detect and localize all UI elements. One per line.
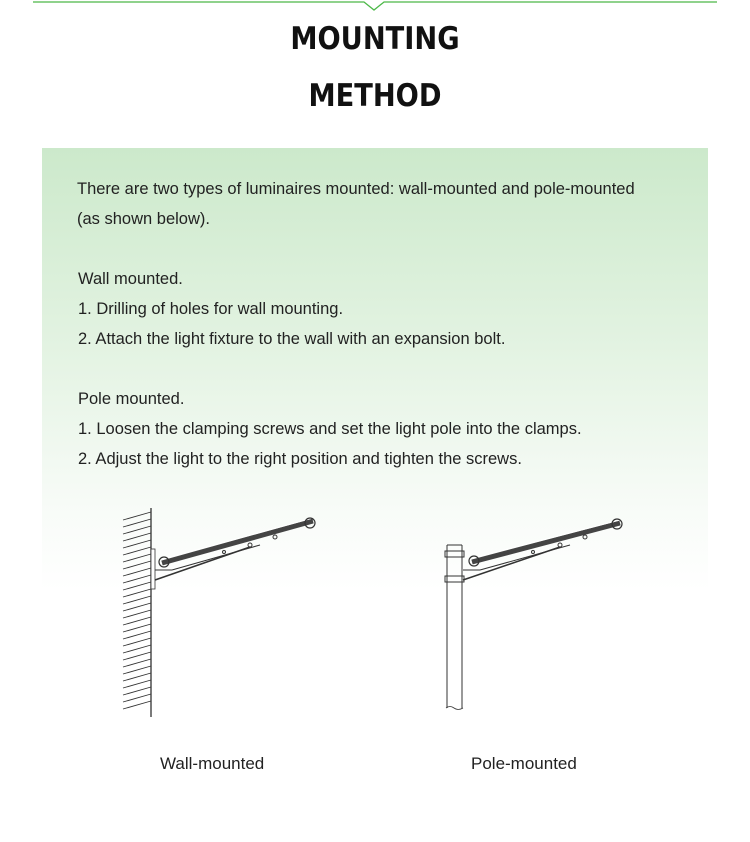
wall-hatch-line (123, 554, 151, 562)
wall-hatch-line (123, 526, 151, 534)
wall-hatch-line (123, 659, 151, 667)
wall-hatch-line (123, 687, 151, 695)
wall-mounted-illustration (123, 508, 315, 717)
pole-mounted-caption: Pole-mounted (471, 754, 577, 773)
pole-step: 1. Loosen the clamping screws and set the light pole into the clamps. (78, 420, 582, 438)
wall-hatch-line (123, 694, 151, 702)
pole-heading: Pole mounted. (78, 390, 185, 408)
wall-hatch-line (123, 652, 151, 660)
wall-hatch-line (123, 561, 151, 569)
wall-hatch-line (123, 575, 151, 583)
wall-hatch-line (123, 680, 151, 688)
wall-hatch-line (123, 638, 151, 646)
wall-hatch-line (123, 617, 151, 625)
wall-hatch-line (123, 673, 151, 681)
pole-step: 2. Adjust the light to the right position and tighten the screws. (78, 450, 522, 468)
wall-hatch-line (123, 624, 151, 632)
wall-hatch-line (123, 645, 151, 653)
intro-line: (as shown below). (77, 210, 210, 228)
wall-hatch-line (123, 589, 151, 597)
wall-hatch-line (123, 533, 151, 541)
wall-hatch-line (123, 631, 151, 639)
page-title-line2: METHOD (308, 78, 442, 114)
wall-step: 2. Attach the light fixture to the wall with an expansion bolt. (78, 330, 506, 348)
wall-hatch-line (123, 512, 151, 520)
wall-hatch-line (123, 519, 151, 527)
wall-hatch-line (123, 610, 151, 618)
wall-hatch-line (123, 547, 151, 555)
wall-mounted-caption: Wall-mounted (160, 754, 265, 773)
page-title-line1: MOUNTING (290, 21, 460, 57)
wall-step: 1. Drilling of holes for wall mounting. (78, 300, 344, 318)
wall-hatch-line (123, 603, 151, 611)
wall-hatch-line (123, 540, 151, 548)
wall-hatch-line (123, 582, 151, 590)
wall-hatch-line (123, 596, 151, 604)
wall-hatch-line (123, 666, 151, 674)
intro-line: There are two types of luminaires mounted: wall-mounted and pole-mounted (77, 180, 635, 198)
wall-hatch-line (123, 701, 151, 709)
wall-hatch-line (123, 568, 151, 576)
pole-mounted-illustration (445, 519, 622, 710)
wall-heading: Wall mounted. (78, 270, 183, 288)
